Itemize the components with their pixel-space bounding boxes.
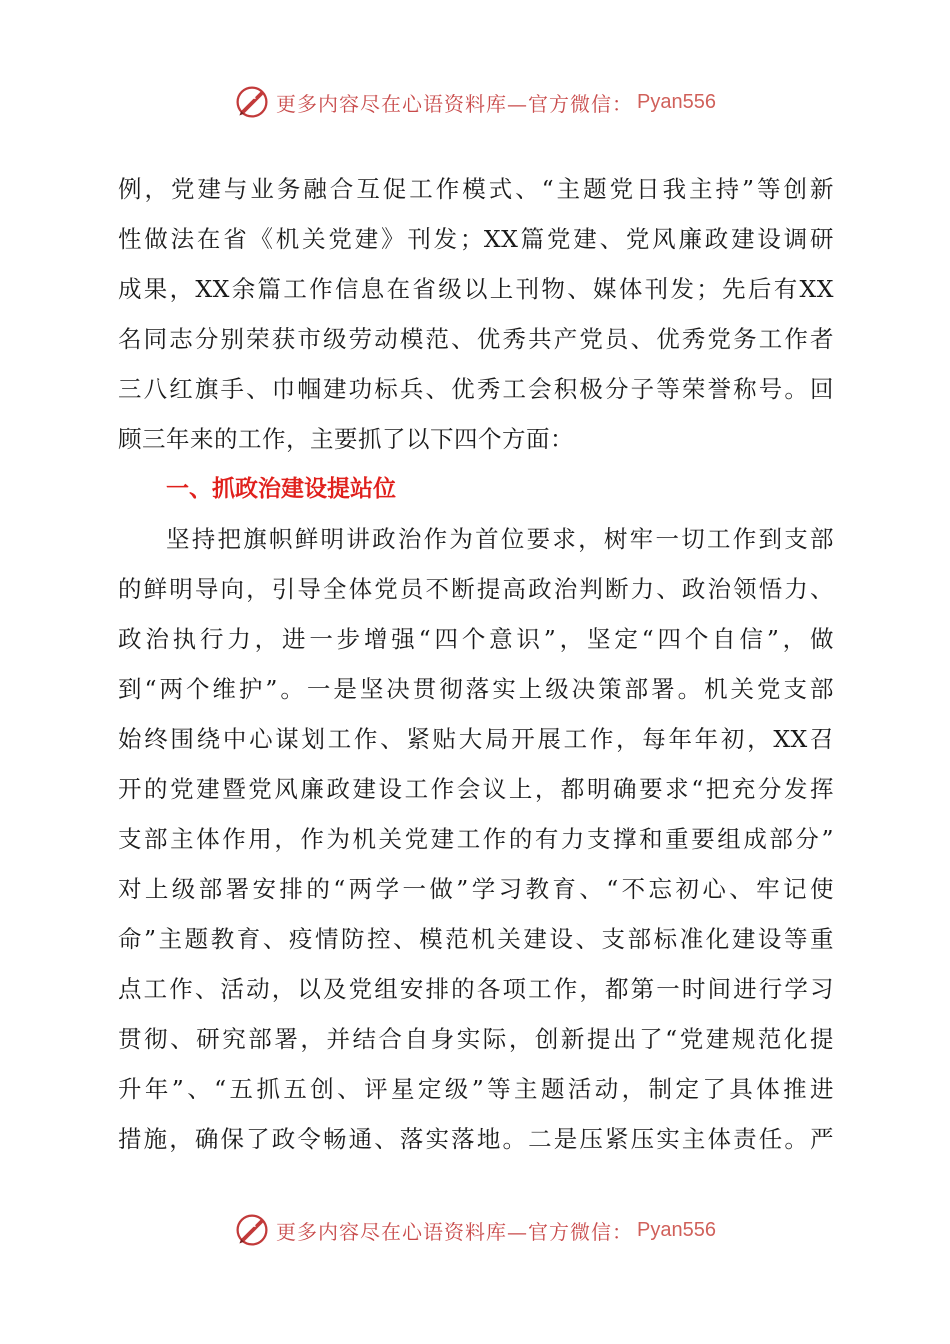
paragraph-line: 成果，XX余篇工作信息在省级以上刊物、媒体刊发；先后有XX <box>118 275 834 303</box>
paragraph-line: 贯彻、研究部署，并结合自身实际，创新提出了“党建规范化提 <box>118 1025 834 1053</box>
paragraph-line: 到“两个维护”。一是坚决贯彻落实上级决策部署。机关党支部 <box>118 675 834 703</box>
paragraph-line: 对上级部署安排的“两学一做”学习教育、“不忘初心、牢记使 <box>118 875 834 903</box>
paragraph-line: 三八红旗手、巾帼建功标兵、优秀工会积极分子等荣誉称号。回 <box>118 375 834 403</box>
paragraph-line: 升年”、“五抓五创、评星定级”等主题活动，制定了具体推进 <box>118 1075 834 1103</box>
paragraph-line: 始终围绕中心谋划工作、紧贴大局开展工作，每年年初，XX召 <box>118 725 834 753</box>
paragraph-line: 点工作、活动，以及党组安排的各项工作，都第一时间进行学习 <box>118 975 834 1003</box>
paragraph-line: 例，党建与业务融合互促工作模式、“主题党日我主持”等创新 <box>118 175 834 203</box>
section-heading: 一、抓政治建设提站位 <box>166 476 396 502</box>
paragraph-line: 开的党建暨党风廉政建设工作会议上，都明确要求“把充分发挥 <box>118 775 834 803</box>
footer-banner <box>0 1208 950 1252</box>
paragraph-line: 顾三年来的工作，主要抓了以下四个方面： <box>118 425 574 453</box>
paragraph-line: 支部主体作用，作为机关党建工作的有力支撑和重要组成部分” <box>118 825 834 853</box>
paragraph-line: 坚持把旗帜鲜明讲政治作为首位要求，树牢一切工作到支部 <box>166 525 834 553</box>
paragraph-line: 措施，确保了政令畅通、落实落地。二是压紧压实主体责任。严 <box>118 1125 834 1153</box>
header-banner <box>0 80 950 124</box>
paragraph-line: 命”主题教育、疫情防控、模范机关建设、支部标准化建设等重 <box>118 925 834 953</box>
paragraph-line: 政治执行力，进一步增强“四个意识”，坚定“四个自信”，做 <box>118 625 834 653</box>
document-body <box>118 164 834 1164</box>
footer-wechat-id: Pyan556 <box>637 1218 716 1241</box>
header-slogan: 更多内容尽在心语资料库—官方微信： <box>276 91 634 116</box>
paragraph-line: 性做法在省《机关党建》刊发；XX篇党建、党风廉政建设调研 <box>118 225 834 253</box>
paragraph-line: 名同志分别荣获市级劳动模范、优秀共产党员、优秀党务工作者 <box>118 325 834 353</box>
header-wechat-id: Pyan556 <box>637 90 716 113</box>
pen-logo-icon <box>234 1212 270 1248</box>
pen-logo-icon <box>234 84 270 120</box>
footer-slogan: 更多内容尽在心语资料库—官方微信： <box>276 1219 634 1244</box>
paragraph-line: 的鲜明导向，引导全体党员不断提高政治判断力、政治领悟力、 <box>118 575 834 603</box>
